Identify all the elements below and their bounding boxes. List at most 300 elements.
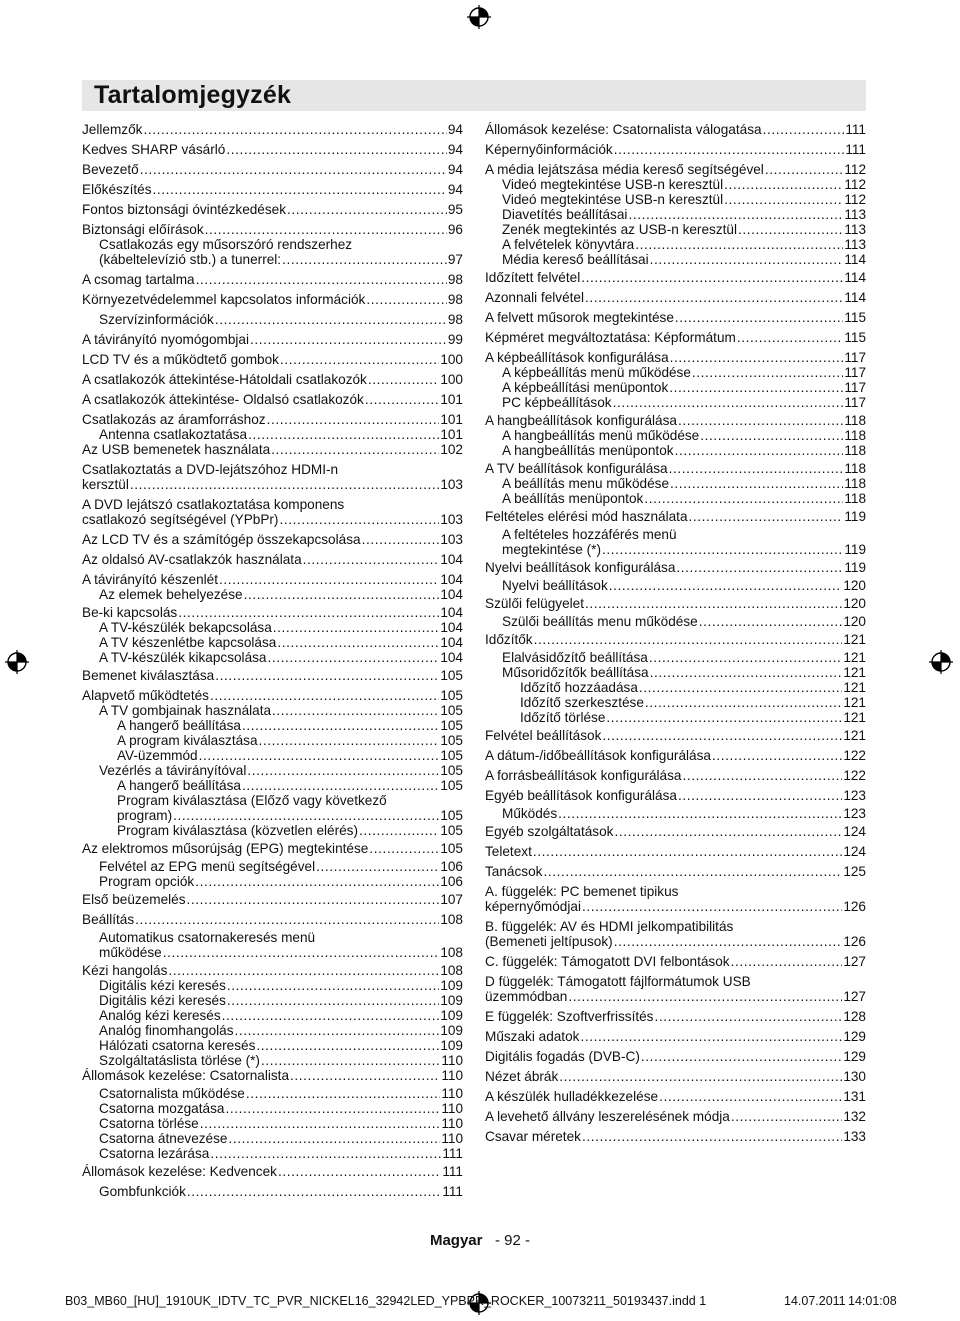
toc-entry-title: Egyéb beállítások konfigurálása (485, 788, 677, 803)
toc-entry (82, 703, 463, 718)
toc-entry-page: 132 (843, 1109, 866, 1124)
dot-leader (645, 695, 842, 710)
toc-entry-page: 97 (447, 252, 463, 267)
toc-entry (485, 954, 866, 969)
toc-entry-page: 114 (844, 290, 866, 305)
dot-leader (644, 491, 843, 506)
toc-entry (485, 142, 866, 157)
dot-leader (731, 1109, 842, 1124)
toc-entry-page: 103 (440, 532, 463, 547)
toc-entry (485, 1049, 866, 1064)
dot-leader (247, 763, 439, 778)
toc-entry-title: Időzítő törlése (520, 710, 606, 725)
toc-entry-title: Az LCD TV és a számítógép összekapcsolása (82, 532, 361, 547)
toc-entry-page: 121 (843, 665, 866, 680)
dot-leader (602, 542, 843, 557)
toc-entry-page: 121 (843, 650, 866, 665)
toc-entry (485, 1029, 866, 1044)
toc-entry-title: A csatlakozók áttekintése- Oldalsó csatlakozók (82, 392, 364, 407)
dot-leader (700, 428, 843, 443)
dot-leader (712, 748, 842, 763)
dot-leader (196, 272, 447, 287)
toc-entry-title: Fontos biztonsági óvintézkedések (82, 202, 287, 217)
toc-entry-page: 105 (440, 718, 463, 733)
toc-entry (485, 476, 866, 491)
toc-entry-page: 127 (843, 954, 866, 969)
toc-entry-page: 105 (440, 823, 463, 838)
toc-entry-page: 105 (440, 668, 463, 683)
dot-leader (639, 680, 842, 695)
toc-entry-title: Vezérlés a távirányítóval (99, 763, 247, 778)
toc-entry (82, 162, 463, 177)
toc-entry-title: Állomások kezelése: Csatornalista válogatása (485, 122, 762, 137)
toc-entry (485, 428, 866, 443)
toc-entry-title: Működés (502, 806, 558, 821)
toc-entry-page: 94 (447, 122, 463, 137)
toc-entry-page: 106 (440, 874, 463, 889)
dot-leader (278, 1164, 441, 1179)
toc-entry-page: 113 (844, 222, 866, 237)
toc-entry-title: Csatornalista működése (99, 1086, 245, 1101)
toc-entry-page: 112 (844, 162, 866, 177)
dot-leader (187, 892, 440, 907)
toc-entry-title: Felvétel beállítások (485, 728, 602, 743)
toc-entry (82, 122, 463, 137)
dot-leader (724, 192, 843, 207)
toc-entry-title: kersztül (82, 477, 129, 492)
dot-leader (210, 688, 439, 703)
toc-entry-page: 120 (843, 578, 866, 593)
toc-entry-page: 121 (843, 632, 866, 647)
toc-entry-title: A hangbeállítás menü működése (502, 428, 700, 443)
toc-entry (485, 252, 866, 267)
toc-entry-title: Jellemzők (82, 122, 143, 137)
toc-entry-page: 94 (447, 162, 463, 177)
toc-entry (485, 270, 866, 285)
toc-entry-title: megtekintése (*) (502, 542, 601, 557)
dot-leader (153, 182, 447, 197)
dot-leader (178, 605, 439, 620)
toc-entry-page: 121 (843, 695, 866, 710)
toc-entry-page: 117 (844, 395, 866, 410)
toc-entry (82, 688, 463, 703)
toc-entry-title: Nyelvi beállítások (502, 578, 608, 593)
toc-entry (485, 899, 866, 914)
toc-entry-page: 104 (440, 605, 463, 620)
dot-leader (143, 122, 446, 137)
toc-entry-title: Időzített felvétel (485, 270, 581, 285)
toc-entry-page: 111 (442, 1146, 463, 1161)
dot-leader (228, 1131, 440, 1146)
toc-entry (485, 527, 866, 542)
toc-entry-page: 105 (440, 778, 463, 793)
dot-leader (678, 788, 842, 803)
toc-entry-title: A távirányító készenlét (82, 572, 219, 587)
toc-entry (82, 605, 463, 620)
dot-leader (613, 395, 844, 410)
toc-entry-page: 123 (843, 806, 866, 821)
dot-leader (602, 728, 842, 743)
toc-entry-title: Digitális kézi keresés (99, 978, 226, 993)
toc-entry-title: Szolgáltatáslista törlése (*) (99, 1053, 260, 1068)
toc-entry (82, 859, 463, 874)
dot-leader (699, 614, 843, 629)
toc-entry-title: A képbeállítások konfigurálása (485, 350, 669, 365)
toc-entry-page: 117 (844, 380, 866, 395)
dot-leader (205, 222, 447, 237)
registration-mark-icon (928, 649, 954, 675)
dot-leader (682, 768, 842, 783)
toc-entry-title: Műszaki adatok (485, 1029, 580, 1044)
dot-leader (654, 1009, 842, 1024)
toc-entry-title: Időzítők (485, 632, 533, 647)
toc-entry-page: 130 (843, 1069, 866, 1084)
toc-entry (485, 768, 866, 783)
toc-entry (485, 650, 866, 665)
toc-entry-title: A program kiválasztása (117, 733, 258, 748)
dot-leader (675, 310, 843, 325)
toc-entry-title: Antenna csatlakoztatása (99, 427, 248, 442)
toc-entry-page: 104 (440, 552, 463, 567)
dot-leader (135, 912, 439, 927)
toc-entry (82, 1101, 463, 1116)
dot-leader (765, 162, 844, 177)
toc-entry (82, 1184, 463, 1199)
toc-entry (82, 963, 463, 978)
toc-entry (485, 614, 866, 629)
toc-entry (485, 748, 866, 763)
toc-entry-title: Program opciók (99, 874, 195, 889)
toc-entry-title: A hangbeállítás menüpontok (502, 443, 674, 458)
toc-entry-page: 120 (843, 596, 866, 611)
toc-entry-title: A feltételes hozzáférés menü (502, 527, 677, 542)
toc-entry (82, 912, 463, 927)
dot-leader (635, 237, 843, 252)
toc-entry-page: 104 (440, 572, 463, 587)
dot-leader (248, 427, 439, 442)
toc-entry (82, 841, 463, 856)
footer-date: 14.07.2011 (784, 1294, 846, 1308)
toc-entry-title: A beállítás menu működése (502, 476, 670, 491)
toc-entry-page: 105 (440, 733, 463, 748)
toc-entry-title: A TV készenlétbe kapcsolása (99, 635, 277, 650)
registration-mark-icon (4, 649, 30, 675)
dot-leader (614, 142, 845, 157)
toc-entry-page: 111 (845, 142, 866, 157)
toc-entry (485, 632, 866, 647)
toc-entry (485, 177, 866, 192)
dot-leader (670, 350, 844, 365)
dot-leader (279, 512, 439, 527)
toc-entry-page: 110 (441, 1131, 463, 1146)
toc-entry (82, 778, 463, 793)
toc-entry (82, 477, 463, 492)
toc-entry-title: A képbeállítási menüpontok (502, 380, 669, 395)
toc-entry (82, 748, 463, 763)
dot-leader (649, 650, 842, 665)
dot-leader (369, 841, 439, 856)
dot-leader (582, 1129, 842, 1144)
toc-entry (82, 142, 463, 157)
toc-entry-title: Gombfunkciók (99, 1184, 186, 1199)
toc-entry-page: 119 (844, 509, 866, 524)
toc-entry-title: Kézi hangolás (82, 963, 168, 978)
dot-leader (168, 963, 439, 978)
toc-entry-page: 99 (447, 332, 463, 347)
toc-entry-page: 112 (844, 177, 866, 192)
toc-entry-page: 121 (843, 710, 866, 725)
toc-entry (485, 1089, 866, 1104)
toc-entry (82, 1038, 463, 1053)
toc-entry (82, 874, 463, 889)
toc-entry-title: C. függelék: Támogatott DVI felbontások (485, 954, 730, 969)
toc-entry-page: 103 (440, 477, 463, 492)
toc-entry (82, 650, 463, 665)
dot-leader (272, 703, 439, 718)
dot-leader (130, 477, 439, 492)
toc-entry-title: Digitális kézi keresés (99, 993, 226, 1008)
toc-entry (82, 572, 463, 587)
dot-leader (558, 806, 842, 821)
toc-entry (82, 497, 463, 512)
toc-entry-title: A TV gombjainak használata (99, 703, 272, 718)
toc-entry-title: A felvételek könyvtára (502, 237, 635, 252)
toc-entry (485, 728, 866, 743)
toc-entry (485, 330, 866, 345)
dot-leader (280, 352, 439, 367)
toc-entry-title: A csomag tartalma (82, 272, 195, 287)
dot-leader (195, 874, 439, 889)
toc-entry (485, 461, 866, 476)
toc-entry-title: Teletext (485, 844, 532, 859)
toc-entry (82, 272, 463, 287)
toc-entry (82, 620, 463, 635)
toc-entry (485, 350, 866, 365)
toc-entry-page: 128 (843, 1009, 866, 1024)
toc-entry (82, 532, 463, 547)
toc-entry (82, 930, 463, 945)
toc-entry-page: 104 (440, 650, 463, 665)
toc-entry-title: A beállítás menüpontok (502, 491, 644, 506)
toc-entry-title: (Bemeneti jeltípusok) (485, 934, 613, 949)
dot-leader (187, 1184, 441, 1199)
toc-entry (485, 237, 866, 252)
dot-leader (210, 1146, 441, 1161)
toc-entry-page: 109 (440, 1023, 463, 1038)
toc-entry (82, 1053, 463, 1068)
toc-entry (82, 1068, 463, 1083)
toc-entry-title: Média kereső beállításai (502, 252, 649, 267)
dot-leader (581, 270, 843, 285)
footer-language: Magyar (429, 1232, 483, 1249)
toc-entry-title: Kedves SHARP vásárló (82, 142, 226, 157)
toc-entry-page: 106 (440, 859, 463, 874)
dot-leader (365, 392, 439, 407)
toc-entry-page: 123 (843, 788, 866, 803)
dot-leader (368, 372, 439, 387)
toc-entry (485, 1069, 866, 1084)
toc-entry-page: 98 (447, 312, 463, 327)
footer-time: 14:01:08 (848, 1294, 897, 1308)
dot-leader (580, 1029, 842, 1044)
dot-leader (215, 668, 439, 683)
toc-entry (485, 864, 866, 879)
toc-entry (485, 192, 866, 207)
toc-entry (485, 596, 866, 611)
toc-entry-page: 118 (844, 491, 866, 506)
toc-entry (485, 844, 866, 859)
toc-entry-page: 94 (447, 142, 463, 157)
toc-entry-page: 110 (441, 1116, 463, 1131)
toc-entry-title: Nézet ábrák (485, 1069, 559, 1084)
toc-entry-title: Az oldalsó AV-csatlakzók használata (82, 552, 302, 567)
toc-entry-title: Azonnali felvétel (485, 290, 584, 305)
toc-entry-title: Videó megtekintése USB-n keresztül (502, 177, 724, 192)
toc-entry-page: 100 (440, 372, 463, 387)
dot-leader (543, 864, 842, 879)
dot-leader (235, 1023, 440, 1038)
toc-entry (485, 491, 866, 506)
dot-leader (242, 778, 439, 793)
toc-entry-page: 110 (441, 1053, 463, 1068)
toc-entry (82, 292, 463, 307)
toc-entry-title: Képernyőinformációk (485, 142, 613, 157)
toc-entry-title: Elalvásidőzítő beállítása (502, 650, 648, 665)
toc-entry (82, 1146, 463, 1161)
toc-entry (82, 222, 463, 237)
toc-entry-page: 95 (447, 202, 463, 217)
dot-leader (585, 290, 843, 305)
dot-leader (763, 122, 845, 137)
toc-entry-page: 96 (447, 222, 463, 237)
toc-entry-title: Videó megtekintése USB-n keresztül (502, 192, 724, 207)
toc-entry-title: Csatorna törlése (99, 1116, 199, 1131)
toc-entry-page: 112 (844, 192, 866, 207)
toc-entry (82, 1116, 463, 1131)
toc-entry-title: Analóg finomhangolás (99, 1023, 234, 1038)
dot-leader (163, 945, 440, 960)
dot-leader (731, 954, 843, 969)
toc-entry-page: 105 (440, 841, 463, 856)
dot-leader (244, 587, 440, 602)
toc-entry (485, 207, 866, 222)
toc-entry-page: 108 (440, 945, 463, 960)
toc-entry-title: Időzítő szerkesztése (520, 695, 644, 710)
toc-entry-page: 113 (844, 237, 866, 252)
dot-leader (366, 292, 447, 307)
toc-entry-page: 133 (843, 1129, 866, 1144)
toc-entry-page: 119 (844, 542, 866, 557)
toc-entry (485, 1009, 866, 1024)
toc-entry-title: Az elektromos műsorújság (EPG) megtekintése (82, 841, 369, 856)
toc-entry-title: Beállítás (82, 912, 135, 927)
toc-entry-title: Nyelvi beállítások konfigurálása (485, 560, 676, 575)
toc-entry-title: A hangbeállítások konfigurálása (485, 413, 677, 428)
toc-entry (485, 695, 866, 710)
toc-entry-title: Analóg kézi keresés (99, 1008, 221, 1023)
title-bar (82, 80, 866, 111)
toc-entry-title: Tanácsok (485, 864, 543, 879)
toc-entry-title: Bemenet kiválasztása (82, 668, 215, 683)
toc-entry-title: Szülői felügyelet (485, 596, 584, 611)
dot-leader (669, 380, 843, 395)
toc-entry-title: Felvétel az EPG menü segítségével (99, 859, 316, 874)
toc-entry-page: 129 (843, 1029, 866, 1044)
toc-entry-title: D függelék: Támogatott fájlformátumok USB (485, 974, 751, 989)
dot-leader (140, 162, 447, 177)
dot-leader (173, 808, 439, 823)
toc-entry-title: Be-ki kapcsolás (82, 605, 178, 620)
toc-entry-page: 126 (843, 934, 866, 949)
toc-entry (82, 823, 463, 838)
toc-entry (82, 635, 463, 650)
toc-entry-page: 98 (447, 272, 463, 287)
toc-entry (82, 252, 463, 267)
toc-entry (485, 122, 866, 137)
toc-entry (82, 993, 463, 1008)
toc-entry-page: 98 (447, 292, 463, 307)
toc-entry (82, 462, 463, 477)
dot-leader (226, 142, 447, 157)
toc-entry-page: 119 (844, 560, 866, 575)
toc-entry-page: 103 (440, 512, 463, 527)
dot-leader (676, 560, 843, 575)
dot-leader (316, 859, 439, 874)
page-title: Tartalomjegyzék (94, 81, 292, 109)
dot-leader (359, 823, 439, 838)
dot-leader (614, 824, 842, 839)
dot-leader (250, 332, 447, 347)
toc-entry-page: 105 (440, 748, 463, 763)
toc-entry (485, 1129, 866, 1144)
dot-leader (271, 442, 439, 457)
toc-entry-title: Csavar méretek (485, 1129, 581, 1144)
toc-entry-page: 109 (440, 1008, 463, 1023)
dot-leader (215, 312, 447, 327)
footer-page-number: - 92 - (495, 1232, 531, 1249)
toc-entry-title: A TV-készülék kikapcsolása (99, 650, 267, 665)
dot-leader (738, 222, 843, 237)
dot-leader (678, 413, 843, 428)
toc-entry-title: Állomások kezelése: Kedvencek (82, 1164, 277, 1179)
toc-entry-page: 100 (440, 352, 463, 367)
dot-leader (290, 1068, 440, 1083)
dot-leader (692, 365, 843, 380)
toc-entry (485, 578, 866, 593)
toc-entry-title: PC képbeállítások (502, 395, 612, 410)
dot-leader (675, 443, 844, 458)
toc-entry-title: működése (99, 945, 162, 960)
registration-mark-icon (466, 4, 492, 30)
toc-entry (82, 793, 463, 808)
toc-entry (82, 733, 463, 748)
toc-entry-page: 118 (844, 443, 866, 458)
toc-entry-title: E függelék: Szoftverfrissítés (485, 1009, 654, 1024)
toc-entry (485, 824, 866, 839)
toc-entry-title: Csatorna átnevezése (99, 1131, 228, 1146)
toc-entry-title: képernyőmódjai (485, 899, 581, 914)
toc-entry-page: 101 (440, 412, 463, 427)
toc-entry-title: Első beüzemelés (82, 892, 186, 907)
toc-entry-title: A készülék hulladékkezelése (485, 1089, 659, 1104)
dot-leader (303, 552, 440, 567)
toc-entry (485, 310, 866, 325)
dot-leader (277, 635, 439, 650)
toc-right-column (485, 122, 866, 1144)
toc-entry-page: 105 (440, 763, 463, 778)
toc-entry-title: Szervízinformációk (99, 312, 214, 327)
dot-leader (227, 978, 439, 993)
